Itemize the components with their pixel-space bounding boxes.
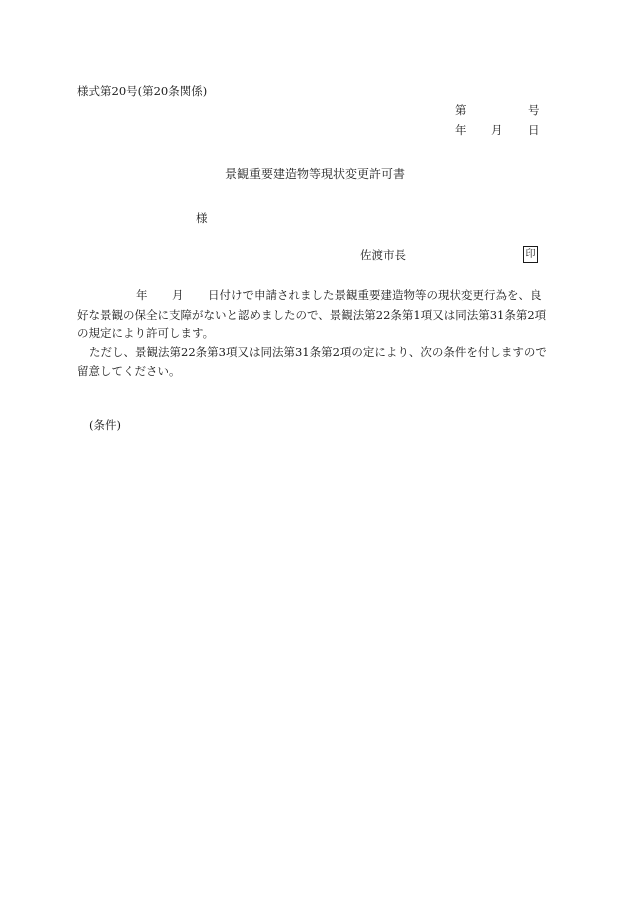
body-text-line-2: 好な景観の保全に支障がないと認めましたので、景観法第22条第1項又は同法第31条第2項 — [77, 308, 547, 322]
conditions-label: (条件) — [89, 418, 121, 432]
document-number-prefix: 第 — [455, 103, 467, 117]
seal-mark: 印 — [523, 246, 538, 263]
date-year-label: 年 — [455, 123, 467, 137]
form-number: 様式第20号(第20条関係) — [77, 84, 208, 98]
addressee-honorific: 様 — [196, 211, 208, 225]
body-text-line-4: ただし、景観法第22条第3項又は同法第31条第2項の定により、次の条件を付しますので — [89, 345, 547, 359]
body-date-month-label: 月 — [172, 288, 184, 302]
date-month-label: 月 — [491, 123, 503, 137]
document-title: 景観重要建造物等現状変更許可書 — [225, 167, 406, 181]
issuer-name: 佐渡市長 — [360, 248, 406, 262]
body-text-line-3: の規定により許可します。 — [77, 326, 215, 340]
body-text-line-5: 留意してください。 — [77, 364, 181, 378]
body-date-year-label: 年 — [136, 288, 148, 302]
date-day-label: 日 — [528, 123, 540, 137]
body-text-line-1: 日付けで申請されました景観重要建造物等の現状変更行為を、良 — [208, 288, 542, 302]
document-number-suffix: 号 — [528, 103, 540, 117]
